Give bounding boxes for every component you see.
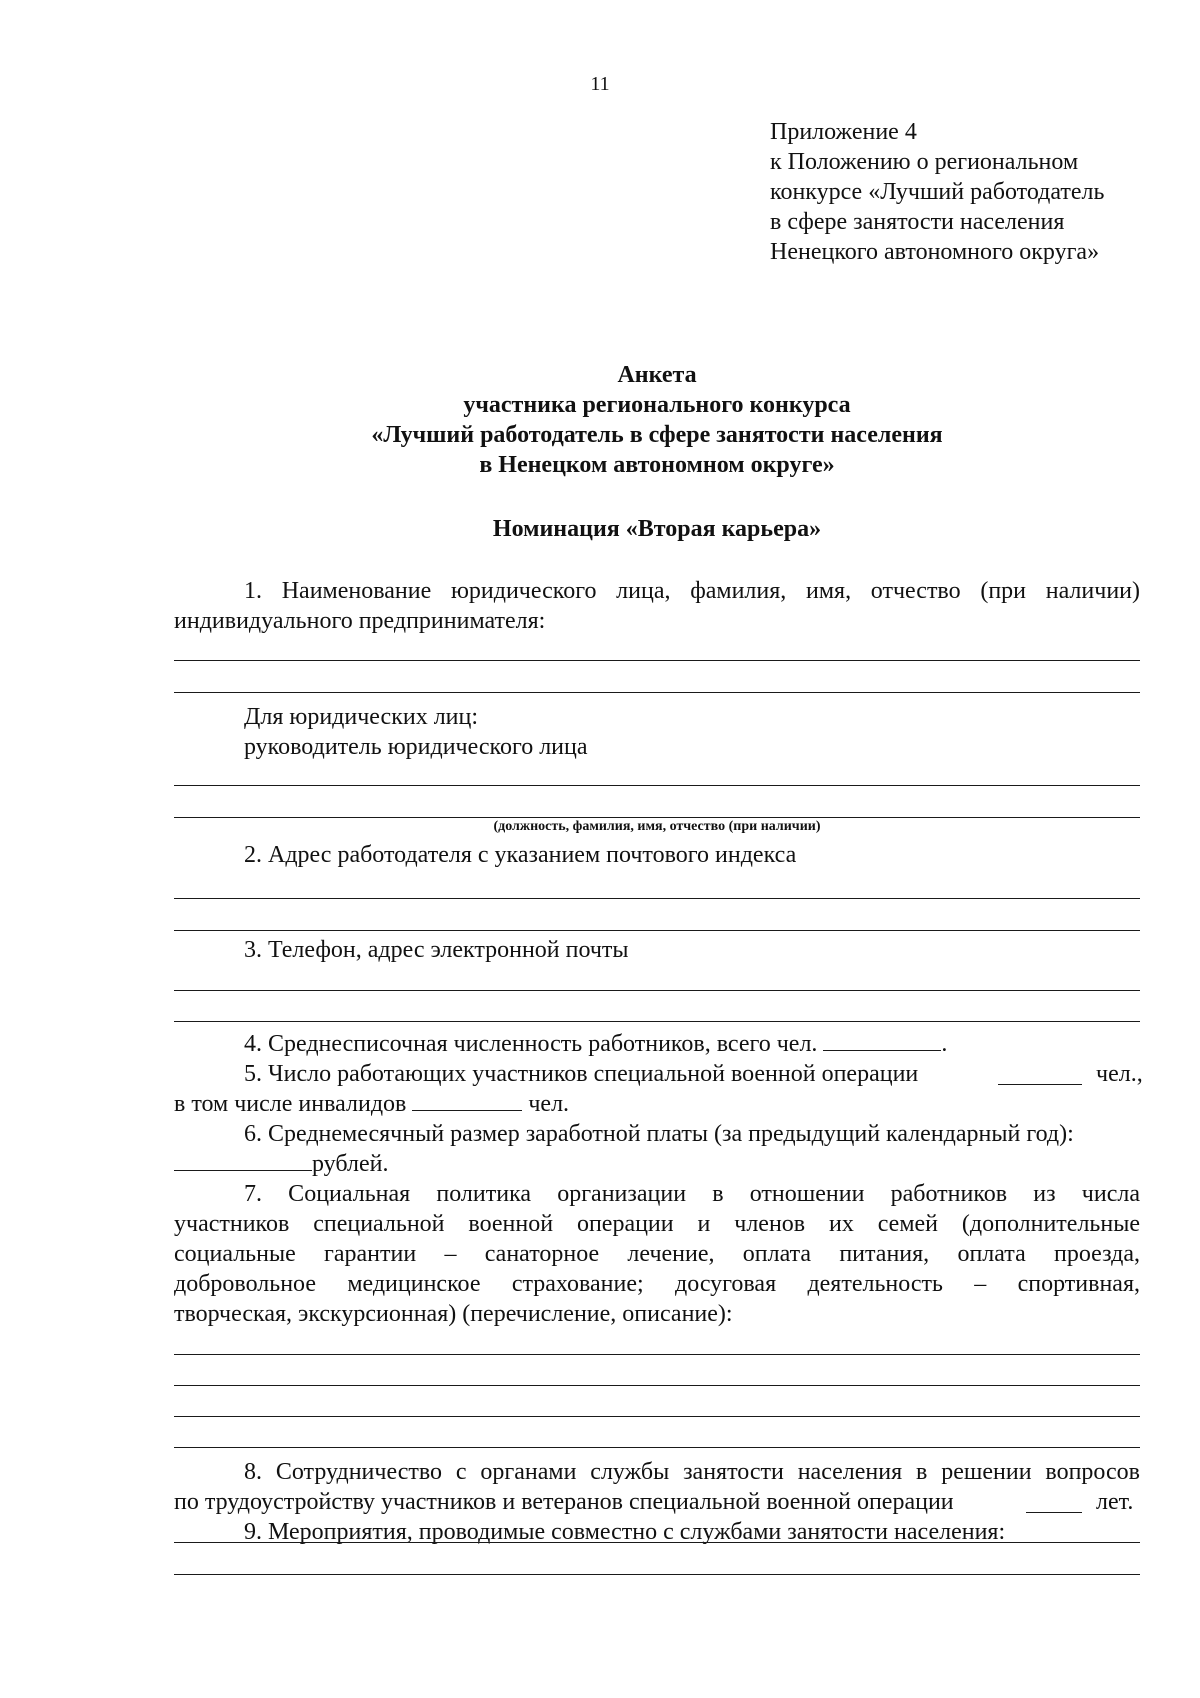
page-number: 11 xyxy=(590,73,610,95)
nomination-title: Номинация «Вторая карьера» xyxy=(492,516,822,542)
item-7-line-5: творческая, экскурсионная) (перечисление, описание): xyxy=(174,1301,733,1327)
item-7-line-4: добровольное медицинское страхование; досуговая деятельность – спортивная, xyxy=(174,1271,1140,1297)
disabled-count-blank xyxy=(412,1090,522,1111)
answer-line xyxy=(174,1416,1140,1417)
item-9: 9. Мероприятия, проводимые совместно с службами занятости населения: xyxy=(244,1519,1006,1545)
item-7-line-3: социальные гарантии – санаторное лечение, оплата питания, оплата проезда, xyxy=(174,1241,1140,1267)
salary-blank xyxy=(174,1150,312,1171)
answer-line xyxy=(174,1447,1140,1448)
title-line-1: Анкета xyxy=(617,362,697,388)
answer-line xyxy=(174,1574,1140,1575)
item-8-unit: лет. xyxy=(1096,1489,1134,1515)
answer-line xyxy=(174,930,1140,931)
item-3: 3. Телефон, адрес электронной почты xyxy=(244,937,629,963)
answer-line xyxy=(174,692,1140,693)
item-6-unit: рублей. xyxy=(312,1151,389,1177)
item-8-line-2-text: по трудоустройству участников и ветеранов специальной военной операции xyxy=(174,1489,954,1515)
appendix-line-5: Ненецкого автономного округа» xyxy=(770,239,1100,265)
item-5-unit-2: чел. xyxy=(528,1091,570,1117)
item-7-line-2: участников специальной военной операции и членов их семей (дополнительные xyxy=(174,1211,1140,1237)
answer-line xyxy=(174,898,1140,899)
answer-line xyxy=(174,785,1140,786)
appendix-line-4: в сфере занятости населения xyxy=(770,209,1065,235)
title-line-3: «Лучший работодатель в сфере занятости населения xyxy=(371,422,943,448)
headcount-blank xyxy=(823,1030,941,1051)
item-2: 2. Адрес работодателя с указанием почтового индекса xyxy=(244,842,797,868)
item-4-text: 4. Среднесписочная численность работников, всего чел. xyxy=(244,1031,818,1057)
answer-line xyxy=(174,1021,1140,1022)
item-4 xyxy=(244,1030,947,1058)
answer-line xyxy=(174,990,1140,991)
item-1-line-2: индивидуального предпринимателя: xyxy=(174,608,546,634)
title-line-2: участника регионального конкурса xyxy=(463,392,851,418)
item-5-line-2-text: в том числе инвалидов xyxy=(174,1091,407,1117)
answer-line xyxy=(174,1354,1140,1355)
years-blank xyxy=(1026,1512,1082,1513)
item-1-line-1: 1. Наименование юридического лица, фамилия, имя, отчество (при наличии) xyxy=(244,578,1140,604)
item-5-line-2 xyxy=(174,1090,569,1118)
item-4-end: . xyxy=(941,1031,948,1057)
answer-line xyxy=(174,1385,1140,1386)
answer-line xyxy=(174,660,1140,661)
item-7-line-1: 7. Социальная политика организации в отношении работников из числа xyxy=(244,1181,1140,1207)
item-8-line-1: 8. Сотрудничество с органами службы занятости населения в решении вопросов xyxy=(244,1459,1140,1485)
appendix-line-3: конкурсе «Лучший работодатель xyxy=(770,179,1105,205)
item-5-line-1-text: 5. Число работающих участников специальной военной операции xyxy=(244,1061,919,1087)
legal-head-caption: (должность, фамилия, имя, отчество (при наличии) xyxy=(493,819,821,834)
svo-participants-blank xyxy=(998,1084,1082,1085)
appendix-line-2: к Положению о региональном xyxy=(770,149,1079,175)
answer-line xyxy=(174,1542,1140,1543)
item-6-line-1: 6. Среднемесячный размер заработной платы (за предыдущий календарный год): xyxy=(244,1121,1074,1147)
item-5-unit-1: чел., xyxy=(1096,1061,1143,1087)
title-line-4: в Ненецком автономном округе» xyxy=(479,452,835,478)
appendix-line-1: Приложение 4 xyxy=(770,119,917,145)
legal-entities-label: Для юридических лиц: xyxy=(244,704,479,730)
item-6-line-2 xyxy=(174,1150,388,1178)
legal-head-label: руководитель юридического лица xyxy=(244,734,588,760)
